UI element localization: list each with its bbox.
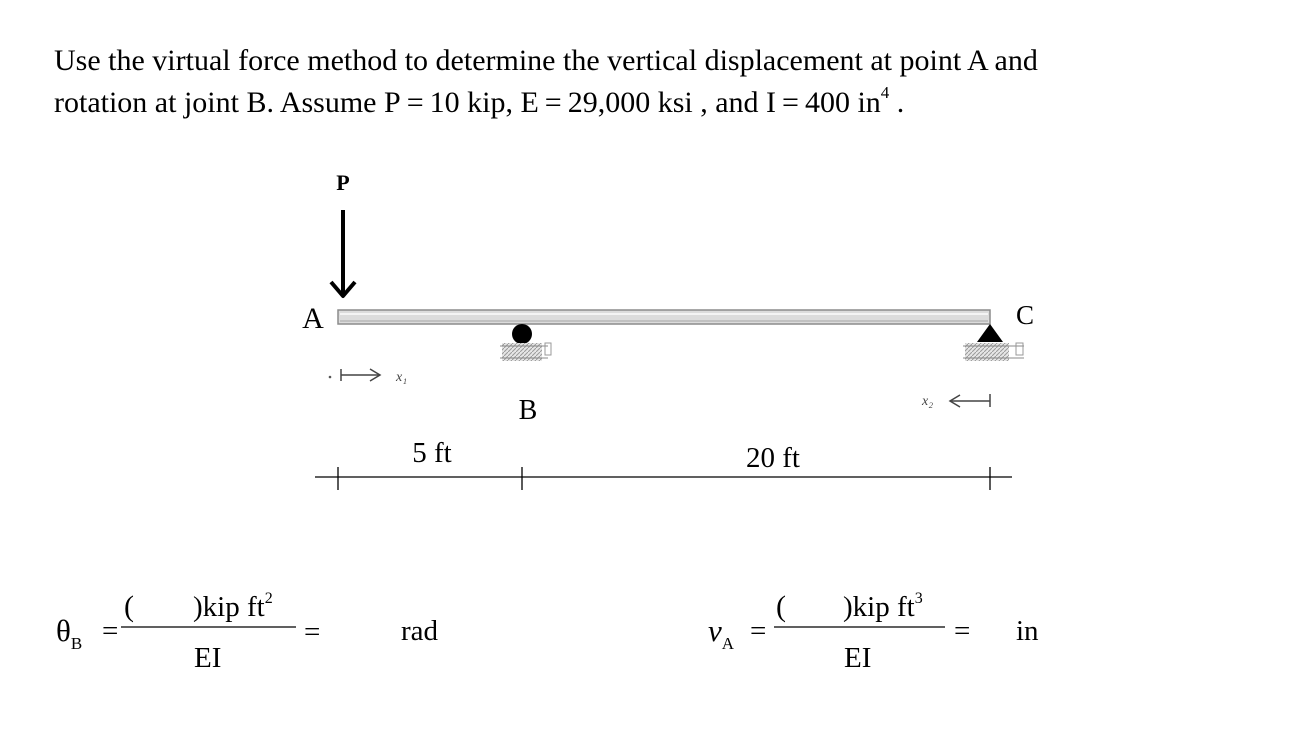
load-value: P = 10 kip,: [384, 86, 513, 119]
dimension-line: [315, 467, 1012, 490]
theta-denominator: EI: [194, 642, 222, 674]
theta-open-paren: (: [124, 590, 134, 623]
pin-support-c-icon: [963, 324, 1024, 361]
theta-equals-1: =: [102, 615, 119, 647]
theta-numerator: )kip $ft^2$: [193, 590, 273, 623]
v-denominator: EI: [844, 642, 872, 674]
point-a-label: A: [302, 302, 324, 335]
point-c-label: C: [1015, 300, 1035, 330]
problem-line-1: Use the virtual force method to determine the vertical displacement at point A and: [54, 44, 1038, 77]
load-arrow-icon: [331, 210, 355, 296]
modulus-value: E = 29,000 ksi ,: [512, 86, 708, 119]
theta-symbol: $\theta_B$: [56, 613, 83, 653]
v-a-expression: [708, 590, 1039, 674]
x2-label: x₂: [922, 394, 934, 409]
theta-equals-2: =: [304, 616, 321, 648]
problem-line-2-prefix: rotation at joint B. Assume: [54, 86, 384, 119]
dimension-5ft-label: 5 ft: [412, 437, 452, 469]
dimension-20ft-label: 20 ft: [746, 442, 800, 474]
theta-numerator-exponent: 2: [264, 590, 273, 607]
inertia-exponent: 4: [880, 83, 890, 102]
roller-support-b-icon: [500, 324, 551, 361]
v-open-paren: (: [776, 590, 786, 623]
inertia-value: and I = 400 in: [707, 86, 881, 119]
v-subscript: A: [721, 634, 735, 653]
v-equals-2: =: [954, 615, 971, 647]
v-numerator: )kip $ft^3$: [843, 590, 923, 623]
x2-coordinate-arrow-icon: [950, 394, 990, 407]
v-symbol: $v_A$: [708, 613, 735, 653]
beam: [338, 310, 990, 324]
theta-b-expression: [56, 590, 439, 674]
point-b-label: B: [518, 395, 538, 426]
x1-label: x₁: [396, 370, 408, 385]
v-equals-1: =: [750, 615, 767, 647]
theta-subscript: B: [70, 634, 83, 653]
problem-end: .: [889, 86, 905, 119]
theta-unit: rad: [401, 615, 439, 647]
load-label: P: [336, 170, 350, 195]
x1-coordinate-arrow-icon: [329, 369, 380, 381]
v-numerator-exponent: 3: [914, 590, 923, 607]
v-unit: in: [1016, 615, 1039, 647]
